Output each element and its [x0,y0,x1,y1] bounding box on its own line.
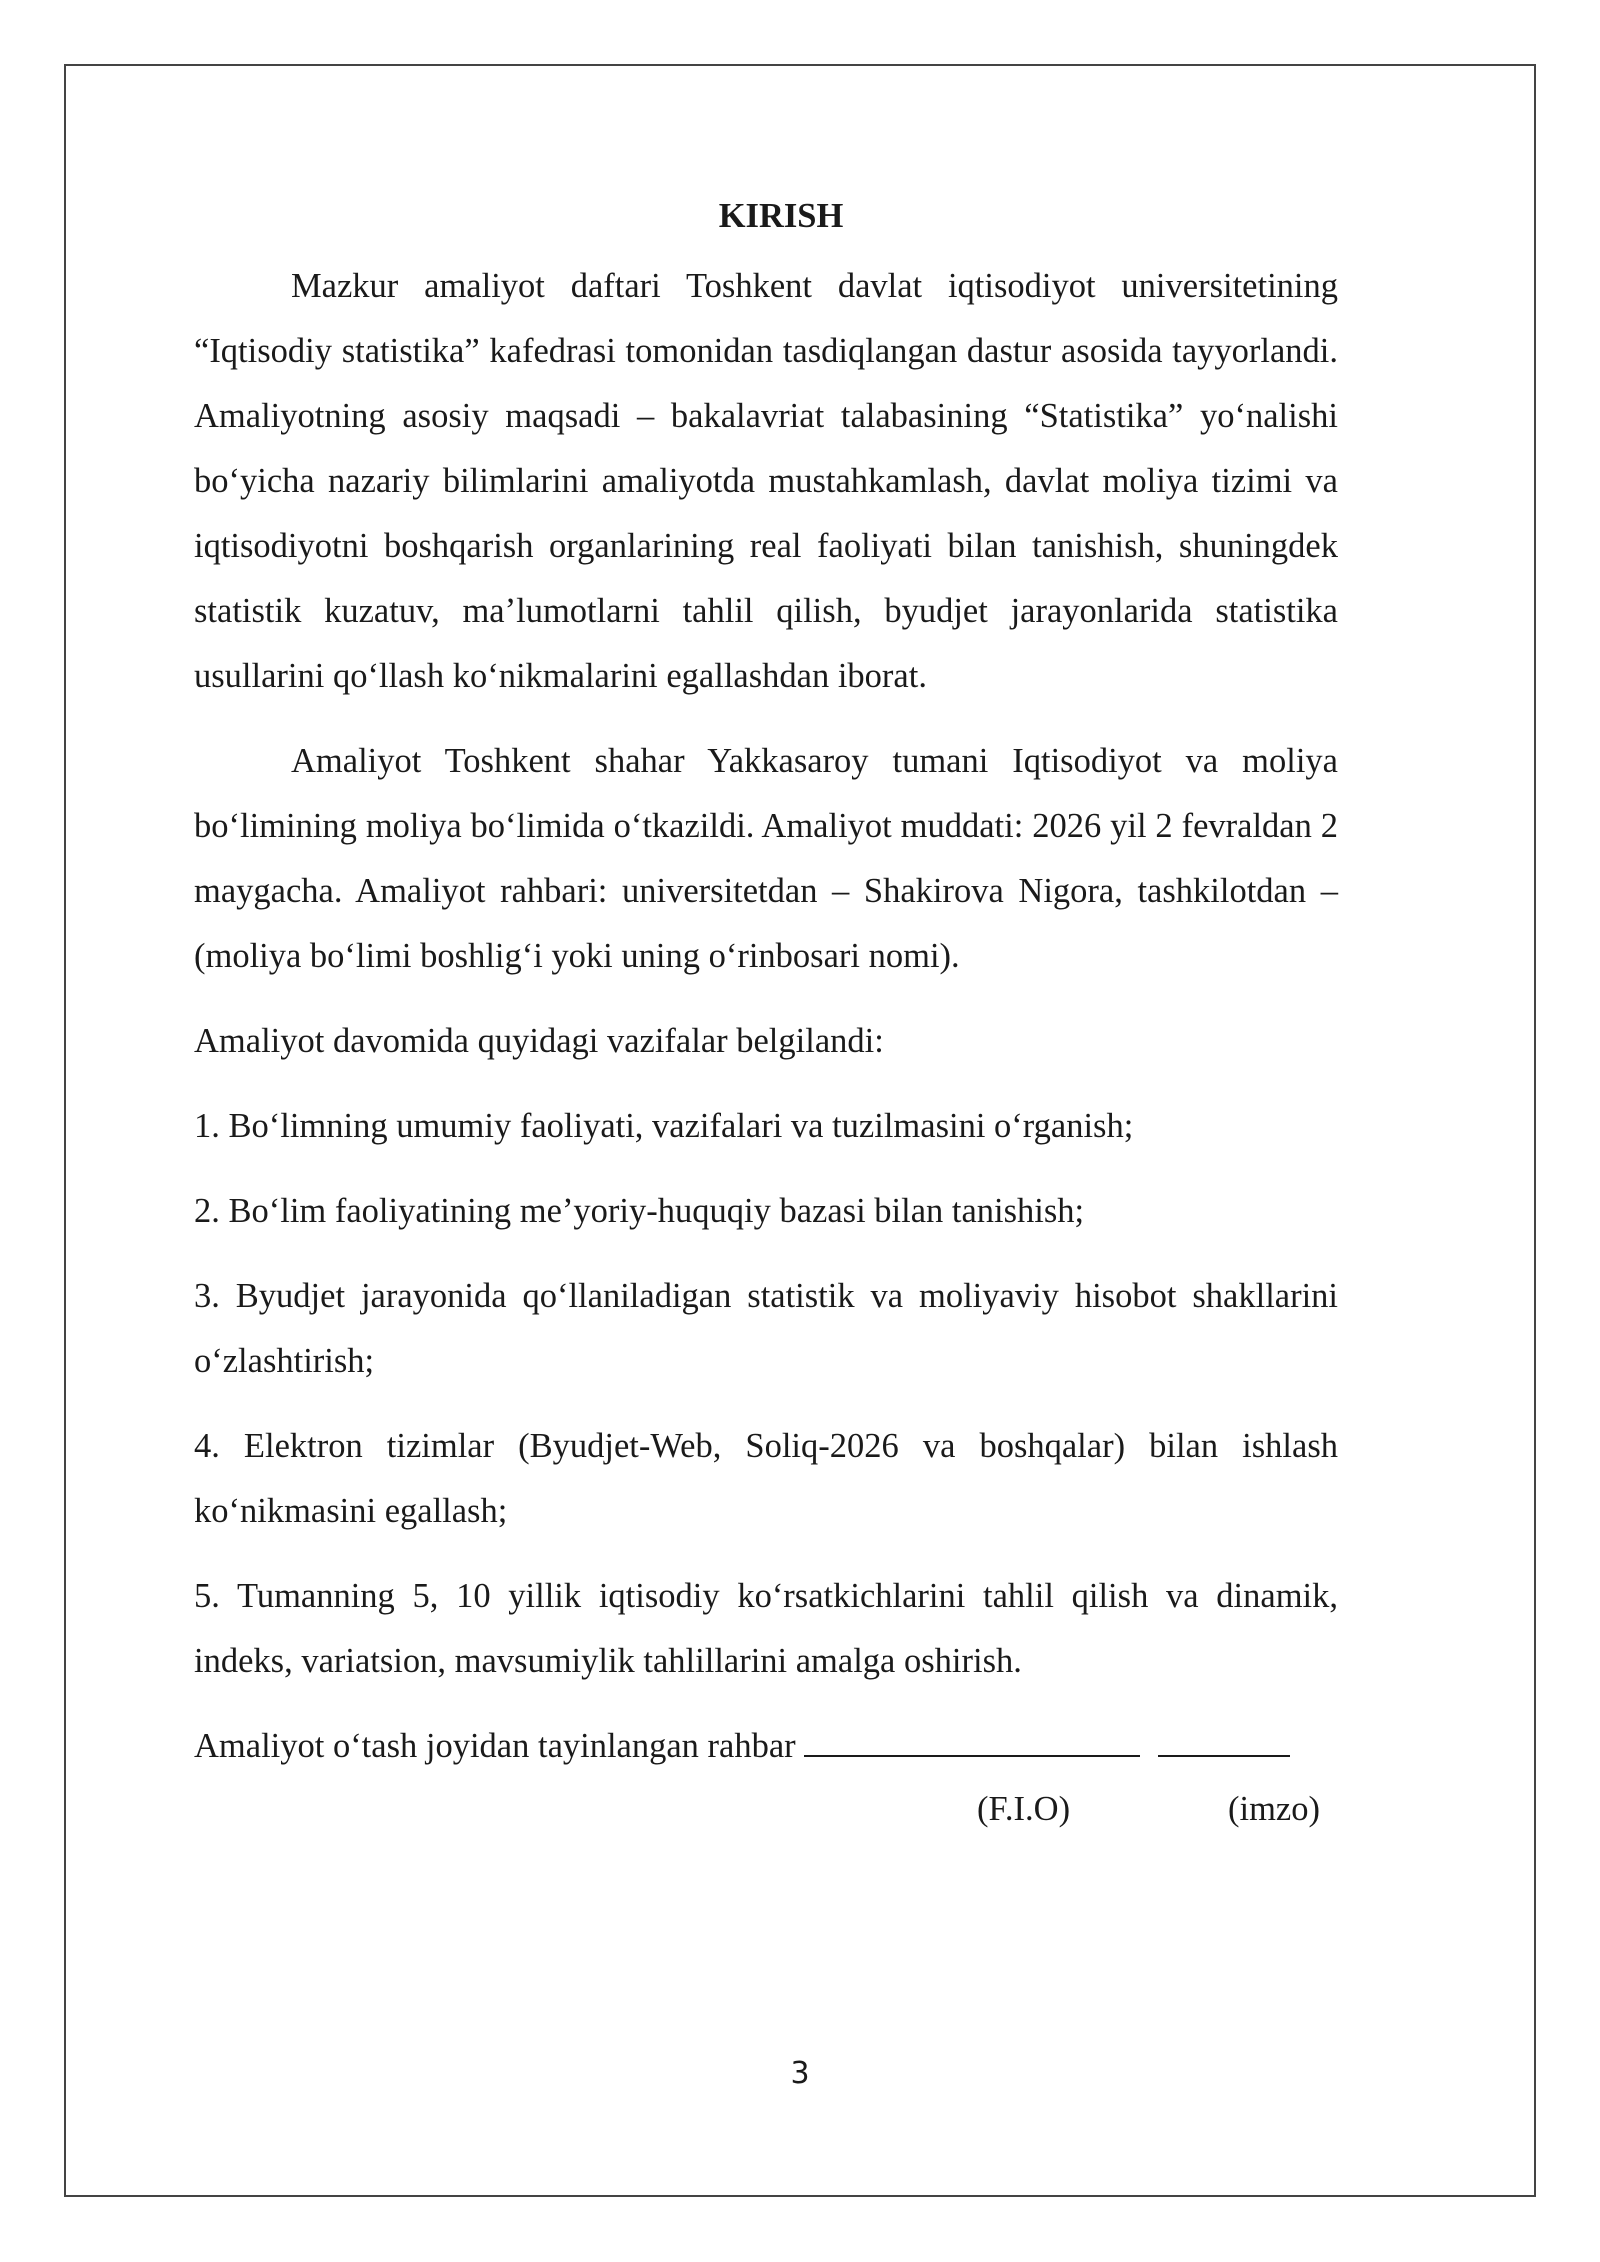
page-number: 3 [790,2056,810,2091]
task-item: 4. Elektron tizimlar (Byudjet-Web, Soliq-2026 va boshqalar) bilan ishlash koʻnikmasini egallash; [194,1427,1338,1530]
practice-details-paragraph: Amaliyot Toshkent shahar Yakkasaroy tumani Iqtisodiyot va moliya boʻlimining moliya boʻlimida oʻtkazildi. Amaliyot muddati: 2026 yil 2 fevraldan 2 maygacha. Amaliyot rahbari: universitetdan – Shakirova Nigora, tashkilotdan – (moliya boʻlimi boshligʻi yoki uning oʻrinbosari nomi). [194,742,1338,975]
task-item: 2. Boʻlim faoliyatining meʼyoriy-huquqiy bazasi bilan tanishish; [194,1192,1085,1230]
signature-captions [194,1779,1338,1839]
signature-row [194,1714,1338,1779]
name-caption: (F.I.O) [977,1790,1071,1828]
task-item: 5. Tumanning 5, 10 yillik iqtisodiy koʻrsatkichlarini tahlil qilish va dinamik, indeks, variatsion, mavsumiylik tahlillarini amalga oshirish. [194,1577,1338,1680]
intro-paragraph: Mazkur amaliyot daftari Toshkent davlat iqtisodiyot universitetining “Iqtisodiy statistika” kafedrasi tomonidan tasdiqlangan dastur asosida tayyorlandi. Amaliyotning asosiy maqsadi – bakalavriat talabasining “Statistika” yoʻnalishi boʻyicha nazariy bilimlarini amaliyotda mustahkamlash, davlat moliya tizimi va iqtisodiyotni boshqarish organlarining real faoliyati bilan tanishish, shuningdek statistik kuzatuv, maʼlumotlarni tahlil qilish, byudjet jarayonlarida statistika usullarini qoʻllash koʻnikmalarini egallashdan iborat. [194,267,1338,695]
signature-caption: (imzo) [1228,1790,1320,1828]
tasks-intro: Amaliyot davomida quyidagi vazifalar belgilandi: [194,1022,884,1060]
signature-blank-line [1158,1715,1290,1757]
task-item: 3. Byudjet jarayonida qoʻllaniladigan statistik va moliyaviy hisobot shakllarini oʻzlashtirish; [194,1277,1338,1380]
document-body [194,190,1338,1839]
name-blank-line [804,1715,1140,1757]
signature-label: Amaliyot oʻtash joyidan tayinlangan rahbar [194,1727,796,1765]
task-item: 1. Boʻlimning umumiy faoliyati, vazifalari va tuzilmasini oʻrganish; [194,1107,1134,1145]
document-title: KIRISH [718,197,844,235]
